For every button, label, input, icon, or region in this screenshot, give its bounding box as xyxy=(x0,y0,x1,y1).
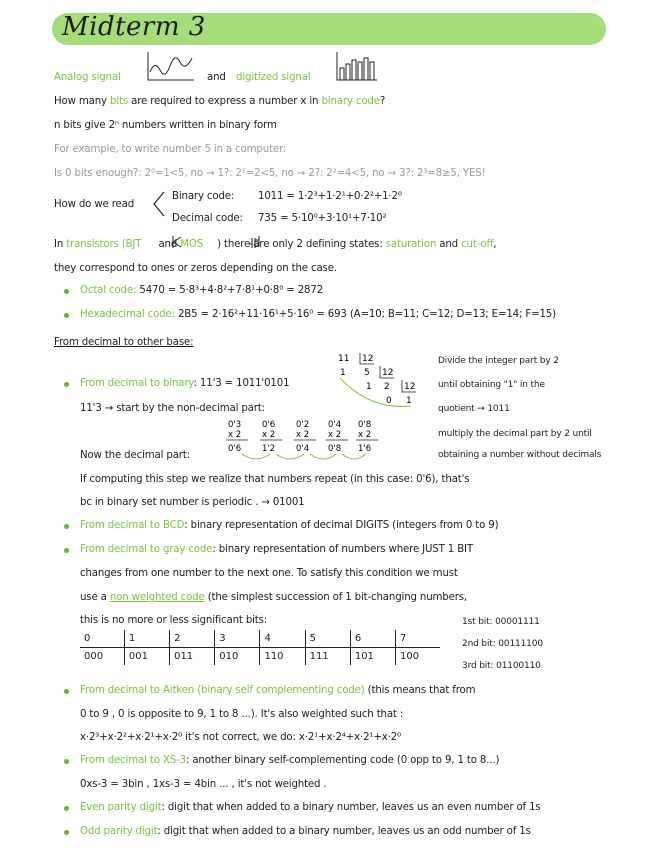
gray-bit-2: 2nd bit: 00111100 xyxy=(462,639,543,649)
gray-header-cell: 4 xyxy=(260,630,305,648)
hex-line: Hexadecimal code: 2B5 = 2·16²+11·16¹+5·16⁰ = 693 (A=10; B=11; C=12; D=13; E=14; F=15) xyxy=(80,309,556,320)
bullet xyxy=(64,524,69,529)
to-binary-line: From decimal to binary: 11'3 = 1011'0101 xyxy=(80,378,290,389)
gray-code-cell: 001 xyxy=(124,648,169,666)
divide-note-1: Divide the integer part by 2 xyxy=(438,356,559,366)
gray-code-table xyxy=(80,630,440,665)
division-ladder xyxy=(330,352,430,414)
brace-sketch xyxy=(152,190,166,220)
mult-by: x 2 xyxy=(296,430,310,440)
multiply-note-2: obtaining a number without decimals xyxy=(438,450,602,460)
div-num: 12 xyxy=(382,368,394,378)
gray-header-cell: 6 xyxy=(350,630,395,648)
mult-res: 0'4 xyxy=(296,444,310,454)
transistor-line-2: they correspond to ones or zeros depending on the case. xyxy=(54,263,337,274)
mult-top: 0'2 xyxy=(296,420,310,430)
bullet xyxy=(64,382,69,387)
start-integer-part: 11'3 → start by the non-decimal part: xyxy=(80,403,265,414)
divide-note-3: quotient → 1011 xyxy=(438,404,510,414)
gray-header-cell: 0 xyxy=(80,630,124,648)
multiplication-steps xyxy=(226,418,426,464)
div-num: 12 xyxy=(362,354,374,364)
mult-res: 0'8 xyxy=(328,444,342,454)
bits-question: How many bits are required to express a number x in binary code? xyxy=(54,96,386,107)
mult-top: 0'8 xyxy=(358,420,372,430)
bullet xyxy=(64,830,69,835)
gray-code-cell: 101 xyxy=(350,648,395,666)
repeat-line-2: bc in binary set number is periodic . → 01001 xyxy=(80,497,305,508)
decimal-code-label: Decimal code: xyxy=(172,213,243,224)
div-num: 2 xyxy=(384,382,390,392)
bcd-line: From decimal to BCD: binary representation of decimal DIGITS (integers from 0 to 9) xyxy=(80,520,499,531)
div-num: 0 xyxy=(386,396,392,406)
bullet xyxy=(64,548,69,553)
div-num: 11 xyxy=(338,354,350,364)
gray-header-cell: 1 xyxy=(124,630,169,648)
page-title: Midterm 3 xyxy=(62,12,206,42)
gray-header-cell: 3 xyxy=(215,630,260,648)
decimal-part-line: Now the decimal part: xyxy=(80,450,190,461)
analog-signal-sketch xyxy=(146,50,198,84)
aiken-line-1: From decimal to Aitken (binary self complementing code) (this means that from xyxy=(80,685,476,696)
aiken-line-3: x·2³+x·2²+x·2¹+x·2⁰ it's not correct, we do: x·2¹+x·2⁴+x·2¹+x·2⁰ xyxy=(80,732,401,743)
gray-bit-3: 3rd bit: 01100110 xyxy=(462,661,541,671)
gray-code-cell: 100 xyxy=(396,648,440,666)
gray-code-cell: 011 xyxy=(170,648,215,666)
gray-code-cell: 111 xyxy=(305,648,350,666)
bullet xyxy=(64,689,69,694)
n-bits-rule: n bits give 2ⁿ numbers written in binary form xyxy=(54,120,277,131)
gray-header-cell: 7 xyxy=(396,630,440,648)
odd-parity-line: Odd parity digit: digit that when added to a binary number, leaves us an odd number of 1s xyxy=(80,826,531,837)
mult-top: 0'3 xyxy=(228,420,242,430)
gray-line-1: From decimal to gray code: binary representation of numbers where JUST 1 BIT xyxy=(80,544,473,555)
bullet xyxy=(64,759,69,764)
gray-code-cell: 000 xyxy=(84,651,104,662)
mult-res: 1'2 xyxy=(262,444,276,454)
mult-by: x 2 xyxy=(262,430,276,440)
octal-line: Octal code: 5470 = 5·8³+4·8²+7·8¹+0·8⁰ = 2872 xyxy=(80,285,324,296)
transistor-line: In transistors (BJT and MOS ) there are only 2 defining states: saturation and cut-off, xyxy=(54,239,497,250)
binary-code-expr: 1011 = 1·2³+1·2¹+0·2²+1·2⁰ xyxy=(258,191,402,202)
xs3-line-1: From decimal to XS-3: another binary self-complementing code (0 opp to 9, 1 to 8...) xyxy=(80,755,500,766)
and-word: and xyxy=(207,72,226,83)
div-num: 1 xyxy=(406,396,412,406)
bjt-symbol-icon xyxy=(170,234,184,250)
analog-label: Analog signal xyxy=(54,72,121,83)
divide-note-2: until obtaining "1" in the xyxy=(438,380,545,390)
binary-code-label: Binary code: xyxy=(172,191,235,202)
multiply-note-1: multiply the decimal part by 2 until xyxy=(438,429,592,439)
mult-top: 0'4 xyxy=(328,420,342,430)
div-num: 1 xyxy=(366,382,372,392)
gray-code-cell: 110 xyxy=(260,648,305,666)
gray-header-cell: 2 xyxy=(170,630,215,648)
how-read: How do we read xyxy=(54,199,135,210)
bullet xyxy=(64,806,69,811)
gray-line-3: use a non weighted code (the simplest succession of 1 bit-changing numbers, xyxy=(80,592,468,603)
repeat-line-1: If computing this step we realize that numbers repeat (in this case: 0'6), that's xyxy=(80,474,470,485)
div-num: 1 xyxy=(340,368,346,378)
digital-label: digitized signal xyxy=(236,72,311,83)
mult-by: x 2 xyxy=(358,430,372,440)
aiken-line-2: 0 to 9 , 0 is opposite to 9, 1 to 8 ...). It's also weighted such that : xyxy=(80,709,404,720)
gray-line-4: this is no more or less significant bits: xyxy=(80,615,268,626)
even-parity-line: Even parity digit: digit that when added to a binary number, leaves us an even number of 1s xyxy=(80,802,541,813)
gray-bit-1: 1st bit: 00001111 xyxy=(462,617,540,627)
decimal-code-expr: 735 = 5·10⁰+3·10¹+7·10² xyxy=(258,213,387,224)
div-num: 12 xyxy=(404,382,416,392)
bullet xyxy=(64,313,69,318)
gray-line-2: changes from one number to the next one. To satisfy this condition we must xyxy=(80,568,458,579)
other-base-heading: From decimal to other base: xyxy=(54,337,194,348)
digital-signal-sketch xyxy=(335,50,379,82)
mult-top: 0'6 xyxy=(262,420,276,430)
mult-by: x 2 xyxy=(328,430,342,440)
mult-by: x 2 xyxy=(228,430,242,440)
gray-code-cell: 010 xyxy=(215,648,260,666)
xs3-line-2: 0xs-3 = 3bin , 1xs-3 = 4bin ... , it's not weighted . xyxy=(80,779,327,790)
bullet xyxy=(64,289,69,294)
mult-res: 1'6 xyxy=(358,444,372,454)
enough-line: Is 0 bits enough?: 2⁰=1<5, no → 1?: 2¹=2<5, no → 2?: 2²=4<5, no → 3?: 2³=8≥5, YES! xyxy=(54,168,486,179)
gray-header-cell: 5 xyxy=(305,630,350,648)
example-line: For example, to write number 5 in a computer: xyxy=(54,144,287,155)
div-num: 5 xyxy=(364,368,370,378)
mos-symbol-icon xyxy=(246,234,260,250)
mult-res: 0'6 xyxy=(228,444,242,454)
